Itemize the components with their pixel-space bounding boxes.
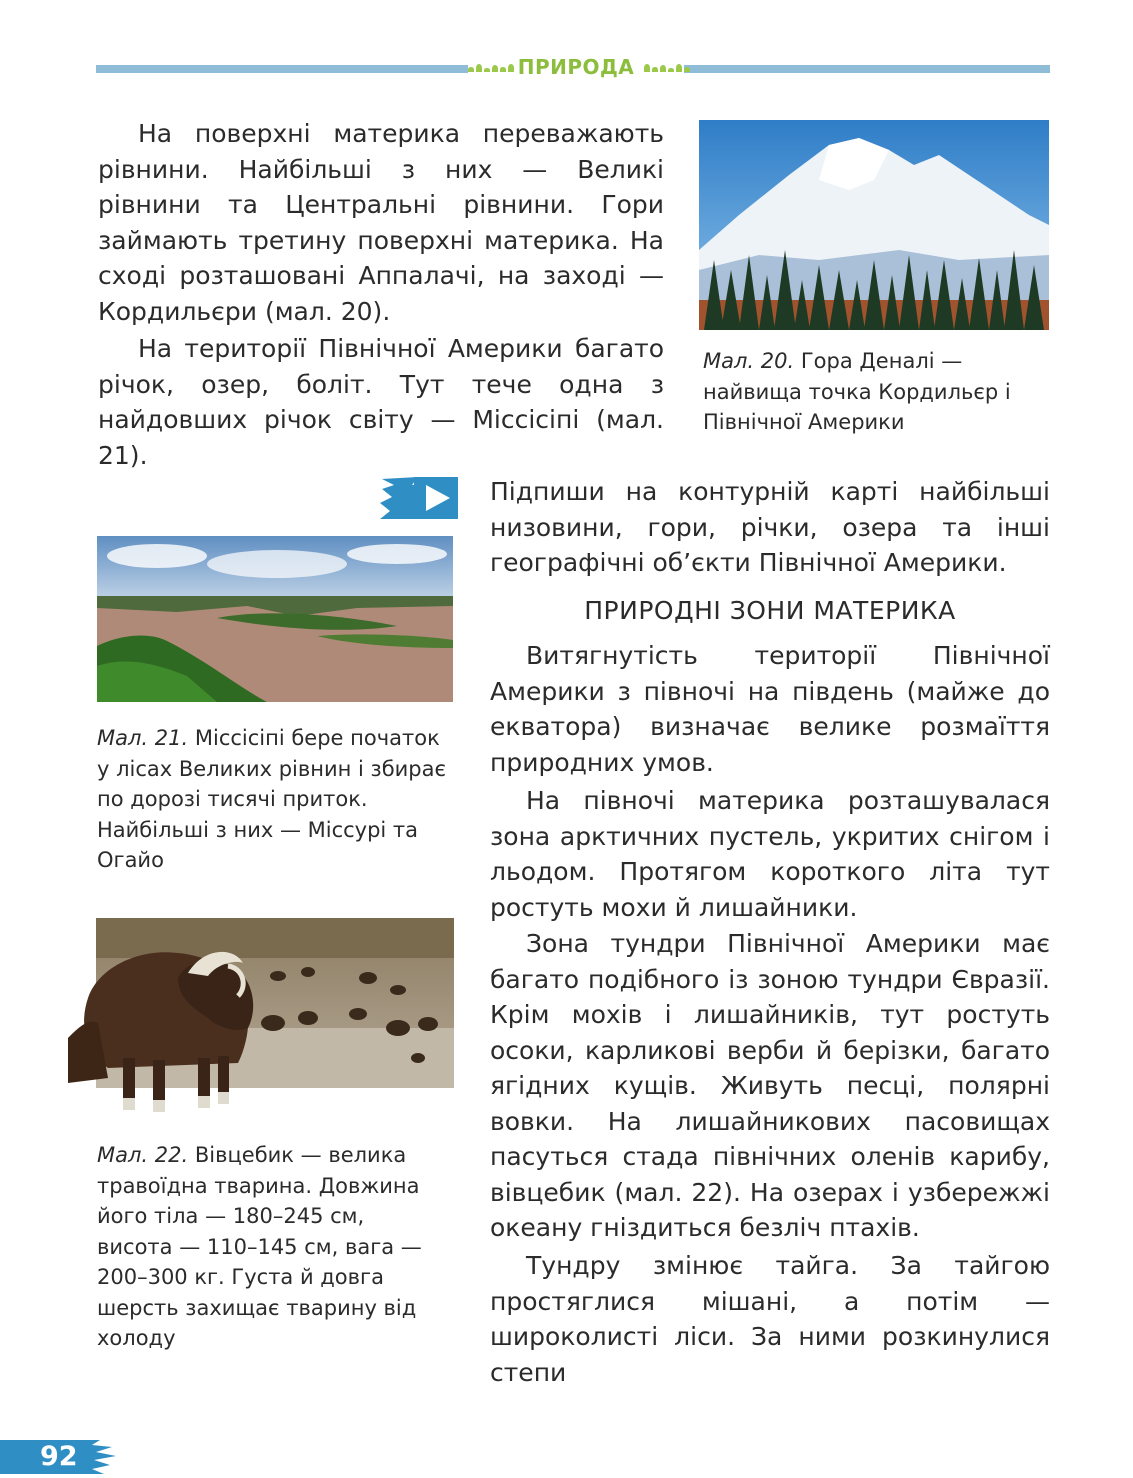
caption-text: Вівцебик — велика травоїдна тварина. Довжина його тіла — 180–245 см, висота — 110–145 см, вага — 200–300 кг. Густа й довга шерсть захищає тварину від холоду <box>97 1143 422 1350</box>
photo-denali <box>699 120 1049 330</box>
grass-ornament-icon <box>640 62 684 72</box>
paragraph-zones-intro: Витягнутість території Північної Америки з півночі на південь (майже до екватора) визначає велике розмаїття природних умов. <box>490 641 1050 777</box>
photo-muskox <box>68 918 454 1124</box>
caption-label: Мал. 21. <box>97 726 189 750</box>
section-heading: ПРИРОДНІ ЗОНИ МАТЕРИКА <box>584 596 956 625</box>
paragraph-rivers: На території Північної Америки багато річок, озер, боліт. Тут тече одна з найдовших річок світу — Міссісіпі (мал. 21). <box>98 334 664 470</box>
section-title: ПРИРОДА <box>517 55 635 79</box>
task-text: Підпиши на контурній карті найбільші низовини, гори, річки, озера та інші географічні об’єкти Північної Америки. <box>490 477 1050 577</box>
caption-fig22 <box>97 1140 437 1354</box>
play-arrow-icon <box>378 475 460 521</box>
page-number: 92 <box>40 1441 78 1472</box>
page-number-tab <box>0 1440 118 1474</box>
paragraph-taiga: Тундру змінює тайга. За тайгою простяглися мішані, а потім — широколисті ліси. За ними розкинулися степи <box>490 1251 1050 1387</box>
caption-label: Мал. 20. <box>703 349 795 373</box>
paragraph-relief: На поверхні материка переважають рівнини. Найбільші з них — Великі рівнини та Центральні рівнини. Гори займають третину поверхні материка. На сході розташовані Аппалачі, на заході — Кордильєри (мал. 20). <box>98 119 664 326</box>
paragraph-tundra: Зона тундри Північної Америки має багато подібного із зоною тундри Євразії. Крім мохів і лишайників, тут ростуть осоки, карликові верби й берізки, багато ягідних кущів. Живуть песці, полярні вовки. На лишайникових пасовищах пасуться стада північних оленів карибу, вівцебик (мал. 22). На озерах і узбережжі океану гніздиться безліч птахів. <box>490 929 1050 1242</box>
caption-text: Міссісіпі бере початок у лісах Великих рівнин і збирає по дорозі тисячі приток. Найбільші з них — Міссурі та Огайо <box>97 726 447 872</box>
photo-mississippi <box>97 536 453 702</box>
caption-label: Мал. 22. <box>97 1143 189 1167</box>
section-header <box>468 55 684 79</box>
caption-fig21 <box>97 723 453 876</box>
caption-text: Гора Деналі — найвища точка Кордильєр і Північної Америки <box>703 349 1011 434</box>
caption-fig20 <box>703 346 1049 438</box>
grass-ornament-icon <box>468 62 512 72</box>
paragraph-arctic-deserts: На півночі материка розташувалася зона арктичних пустель, укритих снігом і льодом. Протягом короткого літа тут ростуть мохи й лишайники. <box>490 786 1050 922</box>
